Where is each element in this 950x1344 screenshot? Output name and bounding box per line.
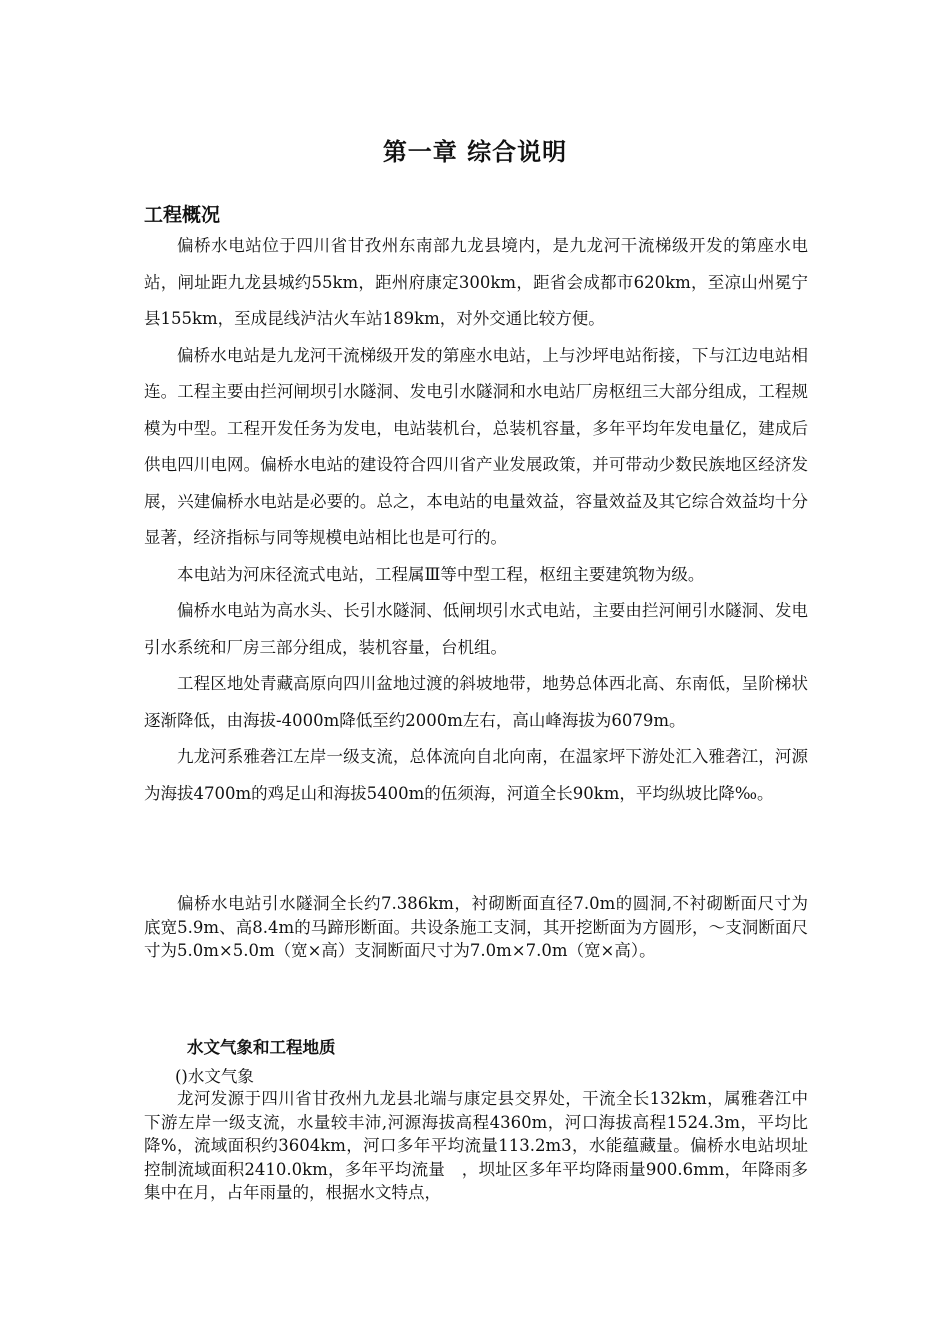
section-title: 工程概况 [144,204,221,226]
paragraph-grade: 本电站为河床径流式电站，工程属Ⅲ等中型工程，枢纽主要建筑物为级。 [177,564,705,584]
tunnel-body [144,892,808,963]
paragraph-river: 九龙河系雅砻江左岸一级支流，总体流向自北向南，在温家坪下游处汇入雅砻江，河源为海拔4700m的鸡足山和海拔5400m的伍须海，河道全长90km，平均纵坡比降‰。 [144,747,808,803]
paragraph-composition: 偏桥水电站是九龙河干流梯级开发的第座水电站，上与沙坪电站衔接，下与江边电站相连。工程主要由拦河闸坝引水隧洞、发电引水隧洞和水电站厂房枢纽三大部分组成，工程规模为中型。工程开发任务为发电，电站装机台，总装机容量，多年平均年发电量亿，建成后供电四川电网。偏桥水电站的建设符合四川省产业发展政策，并可带动少数民族地区经济发展，兴建偏桥水电站是必要的。总之，本电站的电量效益，容量效益及其它综合效益均十分显著，经济指标与同等规模电站相比也是可行的。 [144,345,808,547]
paragraph-terrain: 工程区地处青藏高原向四川盆地过渡的斜坡地带，地势总体西北高、东南低，呈阶梯状逐渐降低，由海拔-4000m降低至约2000m左右，高山峰海拔为6079m。 [144,674,808,730]
chapter-title: 第一章 综合说明 [382,138,568,166]
paragraph-layout: 偏桥水电站为高水头、长引水隧洞、低闸坝引水式电站，主要由拦河闸引水隧洞、发电引水系统和厂房三部分组成，装机容量，台机组。 [144,601,808,657]
paragraph-hydro: 龙河发源于四川省甘孜州九龙县北端与康定县交界处，干流全长132km，属雅砻江中下游左岸一级支流，水量较丰沛,河源海拔高程4360m，河口海拔高程1524.3m，平均比降%，流域面积约3604km，河口多年平均流量113.2m3，水能蕴藏量。偏桥水电站坝址控制流域面积2410.0km，多年平均流量 ，坝址区多年平均降雨量900.6mm，年降雨多集中在月，占年雨量的，根据水文特点， [144,1089,808,1202]
paragraph-location: 偏桥水电站位于四川省甘孜州东南部九龙县境内，是九龙河干流梯级开发的第座水电站，闸址距九龙县城约55km，距州府康定300km，距省会成都市620km，至凉山州冕宁县155km，至成昆线泸沽火车站189km，对外交通比较方便。 [144,236,808,328]
paragraph-tunnel: 偏桥水电站引水隧洞全长约7.386km，衬砌断面直径7.0m的圆洞,不衬砌断面尺寸为底宽5.9m、高8.4m的马蹄形断面。共设条施工支洞，其开挖断面为方圆形，～支洞断面尺寸为5.0m×5.0m（宽×高）支洞断面尺寸为7.0m×7.0m（宽×高）。 [144,894,808,960]
overview-body [144,228,808,812]
subsection-title: 水文气象和工程地质 [187,1038,336,1057]
sub-item-heading: ()水文气象 [175,1067,254,1086]
hydro-body [144,1087,808,1205]
